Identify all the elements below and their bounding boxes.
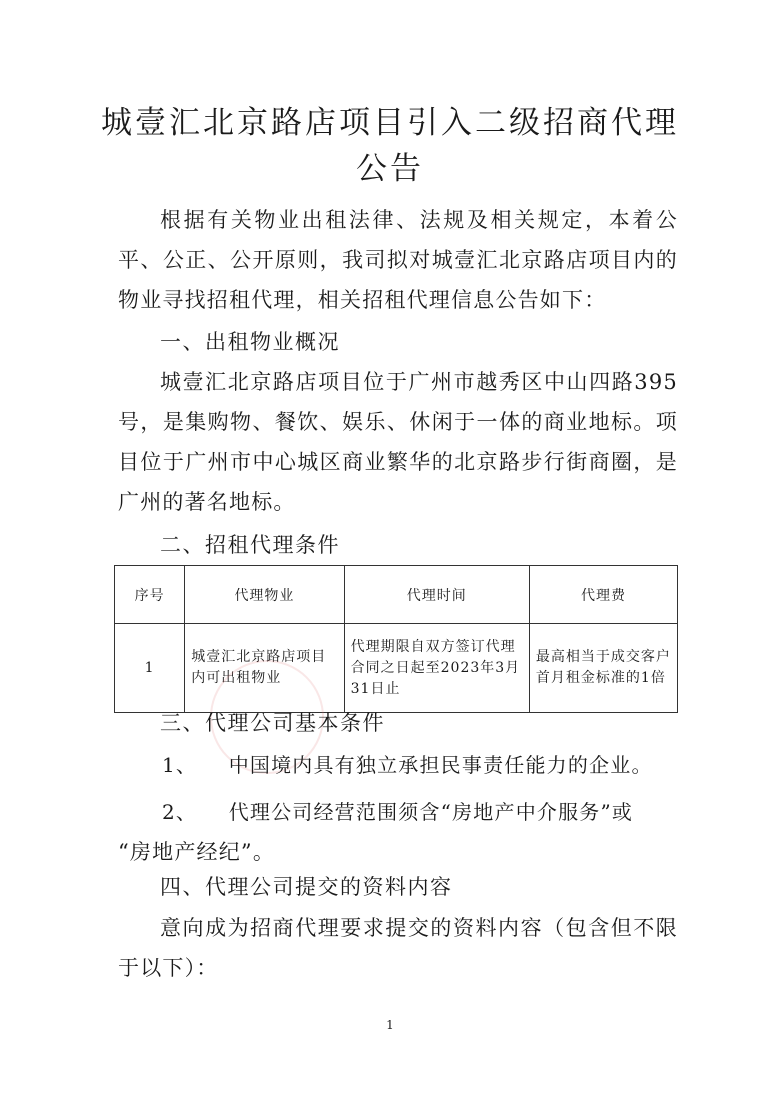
section1-heading: 一、出租物业概况 — [160, 330, 340, 354]
item1-text: 中国境内具有独立承担民事责任能力的企业。 — [228, 753, 653, 777]
agency-terms-table — [114, 565, 678, 713]
header-serial: 序号 — [115, 566, 185, 624]
table-header-row — [115, 566, 678, 624]
section3-heading: 三、代理公司基本条件 — [160, 711, 385, 735]
section1-paragraph: 城壹汇北京路店项目位于广州市越秀区中山四路395号，是集购物、餐饮、娱乐、休闲于一体的商业地标。项目位于广州市中心城区商业繁华的北京路步行街商圈，是广州的著名地标。 — [118, 370, 678, 514]
intro-paragraph: 根据有关物业出租法律、法规及相关规定，本着公平、公正、公开原则，我司拟对城壹汇北京路店项目内的物业寻找招租代理，相关招租代理信息公告如下： — [118, 208, 678, 312]
item2-number: 2、 — [162, 800, 198, 824]
page-number: 1 — [386, 1018, 394, 1032]
header-property: 代理物业 — [185, 566, 344, 624]
cell-property: 城壹汇北京路店项目内可出租物业 — [185, 624, 344, 713]
table-row — [115, 624, 678, 713]
header-period: 代理时间 — [344, 566, 529, 624]
item2-text: 代理公司经营范围须含“房地产中介服务”或 — [228, 800, 634, 824]
section3-item2-continued: “房地产经纪”。 — [118, 840, 276, 864]
cell-serial: 1 — [115, 624, 185, 713]
section3-item2 — [162, 792, 682, 832]
document-title-line2: 公告 — [356, 151, 424, 187]
item1-number: 1、 — [162, 753, 198, 777]
cell-period: 代理期限自双方签订代理合同之日起至2023年3月31日止 — [344, 624, 529, 713]
section4-paragraph: 意向成为招商代理要求提交的资料内容（包含但不限于以下）： — [118, 916, 678, 980]
section4-heading: 四、代理公司提交的资料内容 — [160, 875, 453, 899]
section2-heading: 二、招租代理条件 — [160, 533, 340, 557]
section3-item1 — [162, 745, 682, 785]
document-title-line1: 城壹汇北京路店项目引入二级招商代理 — [101, 105, 679, 141]
cell-fee: 最高相当于成交客户首月租金标准的1倍 — [529, 624, 677, 713]
header-fee: 代理费 — [529, 566, 677, 624]
